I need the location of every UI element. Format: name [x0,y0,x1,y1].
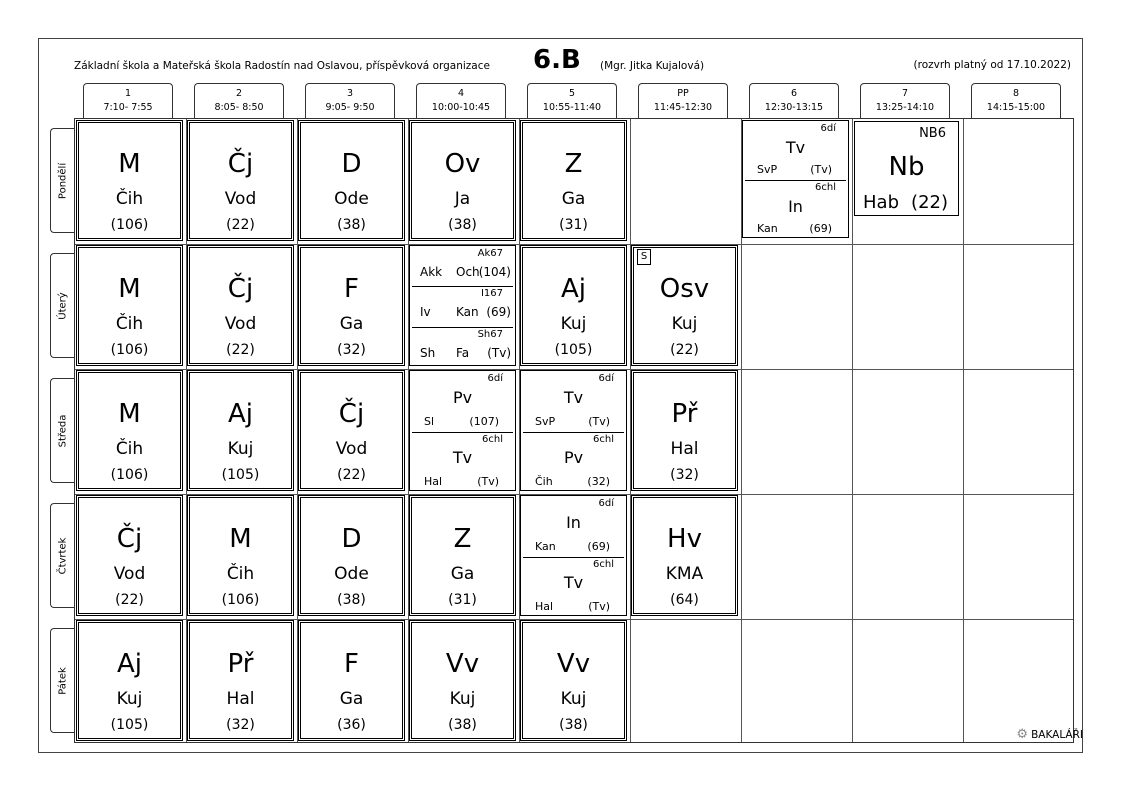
lesson-teacher: Čih [226,564,255,584]
group-label: 6chl [815,182,836,193]
group-label: 6dí [820,123,836,134]
lesson-room: (31) [559,217,588,233]
lesson-room: (38) [448,717,477,733]
group-teacher: Hal [535,600,554,613]
lesson-teacher: Kuj [116,689,143,709]
lesson-subject: Čj [227,274,254,304]
lesson-card[interactable] [298,370,405,491]
day-name: Pondělí [57,162,68,199]
lesson-subject: Aj [116,649,142,679]
group-divider [412,286,513,287]
group-subject: Akk [420,265,443,279]
group-divider [745,180,846,181]
group-room: (Tv) [810,163,832,176]
lesson-subject: Z [453,524,472,554]
lesson-teacher: Vod [224,314,257,334]
group-subject: Tv [785,137,806,157]
lesson-teacher: Ga [339,314,364,334]
lesson-subject: Ov [444,149,481,179]
lesson-card[interactable] [298,620,405,741]
lesson-subject: Aj [227,399,253,429]
lesson-card[interactable] [187,120,294,241]
period-time: 12:30-13:15 [764,102,824,113]
period-number: PP [677,88,689,99]
lesson-card[interactable] [76,370,183,491]
lesson-room: (22) [337,467,366,483]
lesson-subject: Vv [556,649,591,679]
period-number: 1 [124,88,132,99]
group-subject: Tv [563,387,584,407]
group-room: (69) [486,305,511,320]
period-header [749,83,839,118]
period-number: 5 [568,88,576,99]
lesson-card[interactable] [631,495,738,616]
group-label: 6chl [482,433,503,445]
lesson-subject: Osv [659,274,710,304]
lesson-teacher: Hal [226,689,255,709]
day-name: Úterý [57,291,68,320]
split-lesson-card[interactable] [409,245,516,366]
group-teacher: Och [456,265,480,279]
lesson-teacher: Čih [115,189,144,209]
lesson-room: (22) [226,342,255,358]
group-label: Ak67 [477,248,503,259]
lesson-subject: Vv [445,649,480,679]
lesson-teacher: Vod [335,439,368,459]
period-header [527,83,617,118]
group-subject: Tv [452,448,473,468]
lesson-teacher: Kuj [560,314,587,334]
group-divider [523,432,624,433]
day-name: Středa [57,414,68,447]
lesson-card[interactable] [298,245,405,366]
lesson-card[interactable] [520,620,627,741]
group-room: (Tv) [487,345,511,360]
lesson-subject: M [118,274,141,304]
split-lesson-card[interactable] [742,120,849,238]
group-teacher: Fa [456,345,470,360]
class-teacher: (Mgr. Jitka Kujalová) [600,60,705,72]
period-header [416,83,506,118]
lesson-subject: M [118,149,141,179]
lesson-subject: Z [564,149,583,179]
day-label [50,503,74,608]
gear-icon: ⚙ [1016,727,1029,742]
lesson-subject: Čj [338,399,365,429]
period-header [971,83,1061,118]
lesson-teacher: Ode [334,564,369,584]
period-time: 10:00-10:45 [431,102,491,113]
lesson-subject: D [341,524,362,554]
group-room: (69) [809,222,832,235]
lesson-room: (105) [554,342,593,358]
lesson-room: (22) [670,342,699,358]
lesson-card[interactable] [520,120,627,241]
lesson-teacher: Čih [115,439,144,459]
lesson-subject: F [344,649,359,679]
day-name: Čtvrtek [57,537,68,574]
lesson-subject: Čj [116,524,143,554]
lesson-room: (106) [110,467,149,483]
lesson-card[interactable] [409,120,516,241]
group-subject: Iv [420,305,431,320]
period-time: 11:45-12:30 [653,102,713,113]
group-divider [523,557,624,558]
split-lesson-card[interactable] [409,370,516,491]
lesson-room: (22) [911,192,948,213]
lesson-card[interactable] [631,370,738,491]
group-divider [412,327,513,328]
group-label: NB6 [919,126,946,141]
day-label [50,128,74,233]
lesson-room: (36) [337,717,366,733]
lesson-teacher: Kuj [227,439,254,459]
group-room: (69) [587,539,610,553]
period-header [860,83,950,118]
lesson-room: (32) [226,717,255,733]
period-number: 2 [235,88,243,99]
period-time: 13:25-14:10 [875,102,935,113]
lesson-card[interactable] [76,495,183,616]
lesson-teacher: Čih [115,314,144,334]
lesson-subject: Nb [888,152,925,182]
class-name: 6.B [533,45,581,75]
lesson-room: (38) [448,217,477,233]
lesson-teacher: Ga [450,564,475,584]
lesson-room: (32) [670,467,699,483]
lesson-teacher: Kuj [560,689,587,709]
group-teacher: Čih [535,475,553,488]
group-label: Sh67 [477,328,503,340]
lesson-card[interactable] [409,620,516,741]
period-time: 14:15-15:00 [986,102,1046,113]
lesson-teacher: Vod [113,564,146,584]
lesson-card[interactable] [298,120,405,241]
period-time: 8:05- 8:50 [214,102,264,113]
lesson-card[interactable] [76,120,183,241]
lesson-subject: F [344,274,359,304]
lesson-room: (22) [226,217,255,233]
lesson-room: (105) [110,717,149,733]
group-subject: In [788,196,803,216]
lesson-room: (22) [115,592,144,608]
grid-column-line [963,119,964,742]
lesson-card[interactable] [187,370,294,491]
day-label [50,378,74,483]
lesson-subject: D [341,149,362,179]
lesson-room: (105) [221,467,260,483]
lesson-room: (106) [110,217,149,233]
period-time: 9:05- 9:50 [325,102,375,113]
lesson-room: (106) [221,592,260,608]
bakalari-logo: ⚙ BAKALÁŘI [1016,727,1083,742]
period-header [305,83,395,118]
period-time: 7:10- 7:55 [103,102,153,113]
group-room: (Tv) [588,600,610,613]
group-label: 6dí [598,373,614,384]
group-label: I167 [480,288,503,300]
grid-column-line [852,119,853,742]
lesson-subject: Hv [667,524,702,554]
period-header [194,83,284,118]
period-time: 10:55-11:40 [542,102,602,113]
school-name: Základní škola a Mateřská škola Radostín nad Oslavou, příspěvková organizace [74,60,490,72]
lesson-card[interactable] [187,245,294,366]
split-lesson-card[interactable] [520,370,627,491]
lesson-subject: M [118,399,141,429]
lesson-teacher: Hal [670,439,699,459]
group-room: (Tv) [588,414,610,428]
day-label [50,628,74,733]
lesson-teacher: Kuj [449,689,476,709]
lesson-room: (64) [670,592,699,608]
group-subject: Pv [563,448,584,468]
lesson-room: (31) [448,592,477,608]
lesson-subject: Př [671,399,698,429]
lesson-subject: Př [227,649,254,679]
lesson-room: (38) [559,717,588,733]
lesson-subject: Aj [560,274,586,304]
lesson-teacher: Ga [561,189,586,209]
day-name: Pátek [57,666,68,695]
group-label: 6chl [593,433,614,445]
group-label: 6dí [598,498,614,509]
lesson-card[interactable] [76,245,183,366]
group-teacher: Kan [757,222,778,235]
group-label: 6dí [487,373,503,384]
group-teacher: Hal [424,475,443,488]
period-header [638,83,728,118]
lesson-room: (32) [337,342,366,358]
day-label [50,253,74,358]
period-header [83,83,173,118]
lesson-card[interactable] [298,495,405,616]
group-subject: Tv [563,573,584,593]
lesson-room: (106) [110,342,149,358]
split-lesson-card[interactable] [520,495,627,616]
lesson-teacher: Ja [454,189,471,209]
lesson-room: (38) [337,217,366,233]
group-subject: Sh [420,345,436,360]
group-divider [412,432,513,433]
period-number: 6 [790,88,798,99]
lesson-teacher: Hab [863,192,899,213]
lesson-teacher: Ga [339,689,364,709]
lesson-subject: M [229,524,252,554]
period-number: 8 [1012,88,1020,99]
lesson-card[interactable] [520,245,627,366]
group-teacher: Sl [424,414,435,428]
group-subject: In [566,512,581,532]
period-number: 4 [457,88,465,99]
lesson-room: (38) [337,592,366,608]
lesson-card[interactable] [187,620,294,741]
group-label: 6chl [593,558,614,570]
lesson-teacher: Vod [224,189,257,209]
substitution-tag: S [637,249,651,265]
lesson-teacher: Kuj [671,314,698,334]
period-number: 7 [901,88,909,99]
group-subject: Pv [452,387,473,407]
lesson-card[interactable] [187,495,294,616]
group-room: (32) [587,475,610,488]
lesson-card-nb[interactable] [854,121,959,216]
lesson-card[interactable] [76,620,183,741]
group-room: (Tv) [477,475,499,488]
validity-note: (rozvrh platný od 17.10.2022) [913,59,1071,71]
group-room: (104) [478,265,511,279]
lesson-teacher: KMA [665,564,704,584]
group-teacher: Kan [535,539,556,553]
group-teacher: Kan [456,305,479,320]
lesson-card[interactable] [409,495,516,616]
period-number: 3 [346,88,354,99]
group-teacher: SvP [757,163,778,176]
group-teacher: SvP [535,414,556,428]
lesson-teacher: Ode [334,189,369,209]
lesson-subject: Čj [227,149,254,179]
group-room: (107) [469,414,499,428]
